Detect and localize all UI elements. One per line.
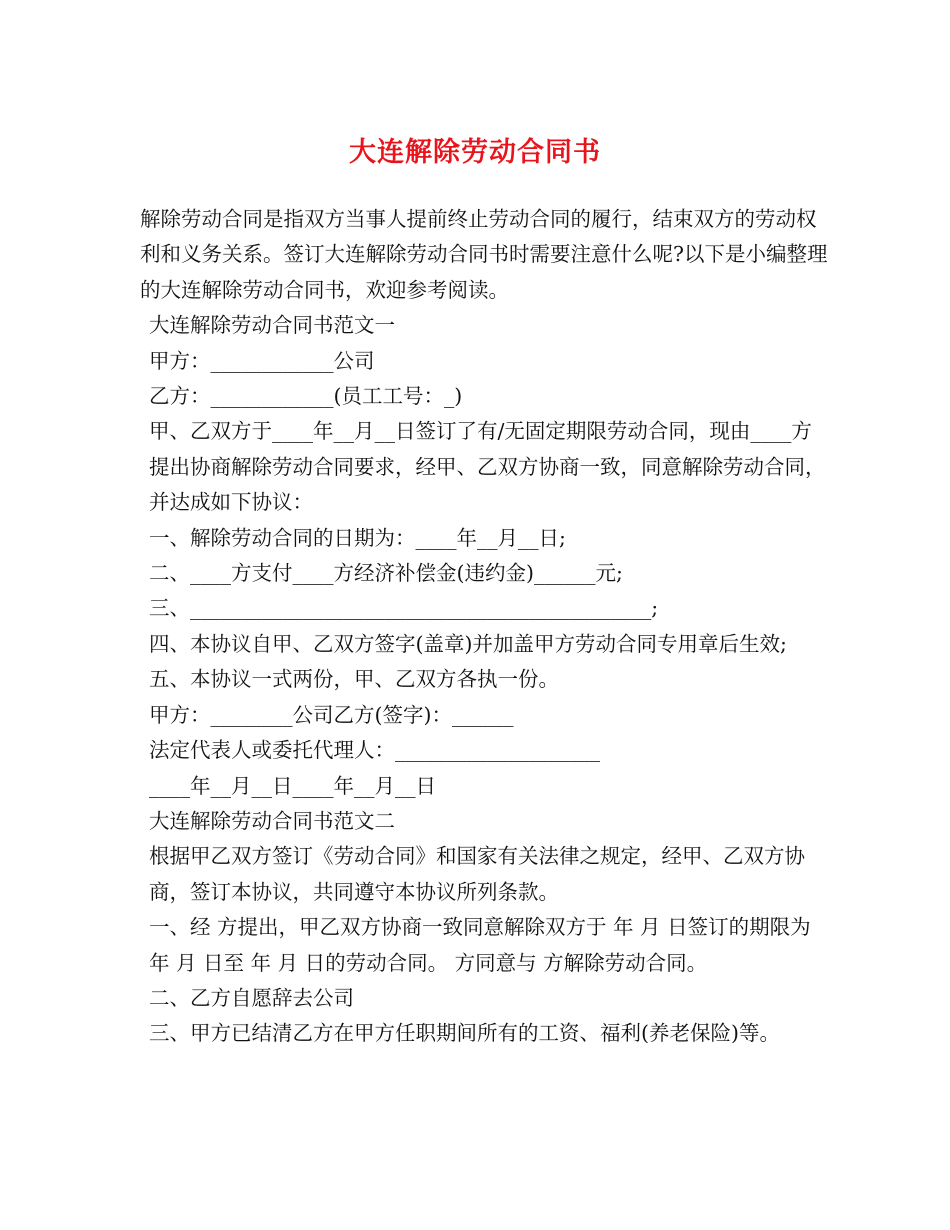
- agreement-paragraph: 甲、乙双方于____年__月__日签订了有/无固定期限劳动合同，现由____方提出协商解除劳动合同要求，经甲、乙双方协商一致，同意解除劳动合同，并达成如下协议：: [149, 419, 826, 515]
- clause-4: 四、本协议自甲、乙双方签字(盖章)并加盖甲方劳动合同专用章后生效;: [149, 631, 787, 656]
- sample-2-clause-2: 二、乙方自愿辞去公司: [149, 985, 354, 1010]
- representative-line: 法定代表人或委托代理人：____________________: [149, 738, 600, 763]
- party-a-line: 甲方：____________公司: [149, 348, 375, 373]
- signature-line: 甲方：________公司乙方(签字)：______: [149, 702, 514, 727]
- date-line: ____年__月__日____年__月__日: [149, 773, 436, 798]
- sample-2-clause-3: 三、甲方已结清乙方在甲方任职期间所有的工资、福利(养老保险)等。: [149, 1021, 780, 1046]
- document-body: [140, 202, 830, 1052]
- sample-2-clause-1: 一、经 方提出，甲乙双方协商一致同意解除双方于 年 月 日签订的期限为 年 月 日至 年 月 日的劳动合同。 方同意与 方解除劳动合同。: [149, 915, 818, 975]
- clause-2: 二、____方支付____方经济补偿金(违约金)______元;: [149, 561, 623, 586]
- clause-1: 一、解除劳动合同的日期为：____年__月__日;: [149, 525, 566, 550]
- section-heading-sample-2: 大连解除劳动合同书范文二: [149, 808, 395, 833]
- preamble-paragraph: 根据甲乙双方签订《劳动合同》和国家有关法律之规定，经甲、乙双方协商，签订本协议，共同遵守本协议所列条款。: [149, 844, 805, 904]
- section-heading-sample-1: 大连解除劳动合同书范文一: [149, 313, 395, 338]
- document-title: 大连解除劳动合同书: [349, 137, 601, 168]
- clause-5: 五、本协议一式两份，甲、乙双方各执一份。: [149, 667, 559, 692]
- party-b-line: 乙方：____________(员工工号：_): [149, 384, 463, 409]
- clause-3: 三、_____________________________________________;: [149, 596, 659, 621]
- intro-paragraph: 解除劳动合同是指双方当事人提前终止劳动合同的履行，结束双方的劳动权利和义务关系。签订大连解除劳动合同书时需要注意什么呢?以下是小编整理的大连解除劳动合同书，欢迎参考阅读。: [140, 207, 828, 302]
